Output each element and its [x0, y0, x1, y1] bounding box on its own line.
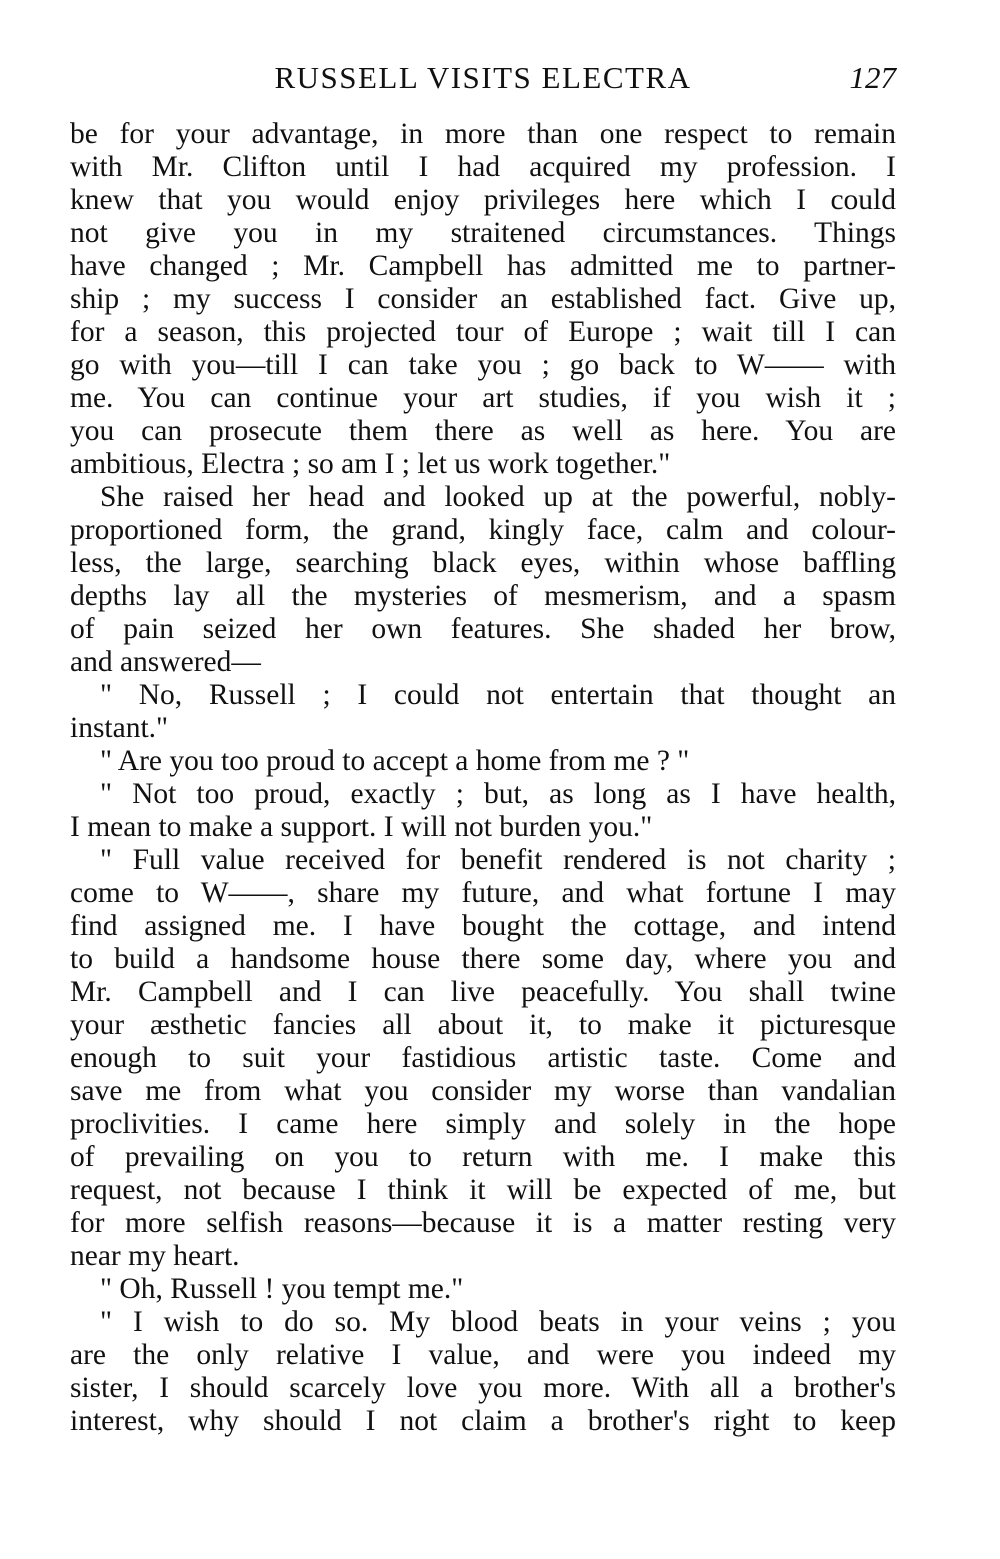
text-line: not give you in my straitened circumstances. Things — [70, 217, 896, 249]
text-line: to build a handsome house there some day, where you and — [70, 943, 896, 975]
text-line: for more selfish reasons—because it is a matter resting very — [70, 1207, 896, 1239]
text-line: " I wish to do so. My blood beats in your veins ; you — [100, 1306, 896, 1338]
text-line: near my heart. — [70, 1240, 240, 1272]
text-line: proportioned form, the grand, kingly face, calm and colour- — [70, 514, 896, 546]
text-line: of prevailing on you to return with me. I make this — [70, 1141, 896, 1173]
text-line: with Mr. Clifton until I had acquired my profession. I — [70, 151, 896, 183]
page-number: 127 — [849, 60, 896, 95]
page-header — [70, 60, 896, 104]
text-line: interest, why should I not claim a brother's right to keep — [70, 1405, 896, 1437]
text-line: " Full value received for benefit rendered is not charity ; — [100, 844, 896, 876]
body-text — [70, 118, 896, 1438]
text-line: be for your advantage, in more than one respect to remain — [70, 118, 896, 150]
text-line: instant." — [70, 712, 169, 744]
text-line: of pain seized her own features. She shaded her brow, — [70, 613, 896, 645]
text-line: " Not too proud, exactly ; but, as long as I have health, — [100, 778, 896, 810]
text-line: come to W——, share my future, and what fortune I may — [70, 877, 896, 909]
running-title: RUSSELL VISITS ELECTRA — [274, 60, 692, 95]
text-line: and answered— — [70, 646, 261, 678]
text-line: find assigned me. I have bought the cottage, and intend — [70, 910, 896, 942]
text-line: sister, I should scarcely love you more. With all a brother's — [70, 1372, 896, 1404]
text-line: request, not because I think it will be expected of me, but — [70, 1174, 896, 1206]
text-line: knew that you would enjoy privileges here which I could — [70, 184, 896, 216]
text-line: enough to suit your fastidious artistic taste. Come and — [70, 1042, 896, 1074]
text-line: you can prosecute them there as well as here. You are — [70, 415, 896, 447]
text-line: " No, Russell ; I could not entertain that thought an — [100, 679, 896, 711]
text-line: ambitious, Electra ; so am I ; let us work together." — [70, 448, 671, 480]
text-line: are the only relative I value, and were you indeed my — [70, 1339, 896, 1371]
text-line: I mean to make a support. I will not burden you." — [70, 811, 653, 843]
text-line: Mr. Campbell and I can live peacefully. You shall twine — [70, 976, 896, 1008]
text-line: have changed ; Mr. Campbell has admitted me to partner- — [70, 250, 896, 282]
text-line: " Are you too proud to accept a home from me ? " — [100, 745, 690, 777]
text-line: ship ; my success I consider an established fact. Give up, — [70, 283, 896, 315]
text-line: for a season, this projected tour of Europe ; wait till I can — [70, 316, 896, 348]
text-line: less, the large, searching black eyes, within whose baffling — [70, 547, 896, 579]
text-line: your æsthetic fancies all about it, to make it picturesque — [70, 1009, 896, 1041]
text-line: She raised her head and looked up at the powerful, nobly- — [100, 481, 896, 513]
text-line: " Oh, Russell ! you tempt me." — [100, 1273, 464, 1305]
text-line: go with you—till I can take you ; go back to W—— with — [70, 349, 896, 381]
text-line: depths lay all the mysteries of mesmerism, and a spasm — [70, 580, 896, 612]
text-line: proclivities. I came here simply and solely in the hope — [70, 1108, 896, 1140]
text-line: me. You can continue your art studies, if you wish it ; — [70, 382, 896, 414]
text-line: save me from what you consider my worse than vandalian — [70, 1075, 896, 1107]
